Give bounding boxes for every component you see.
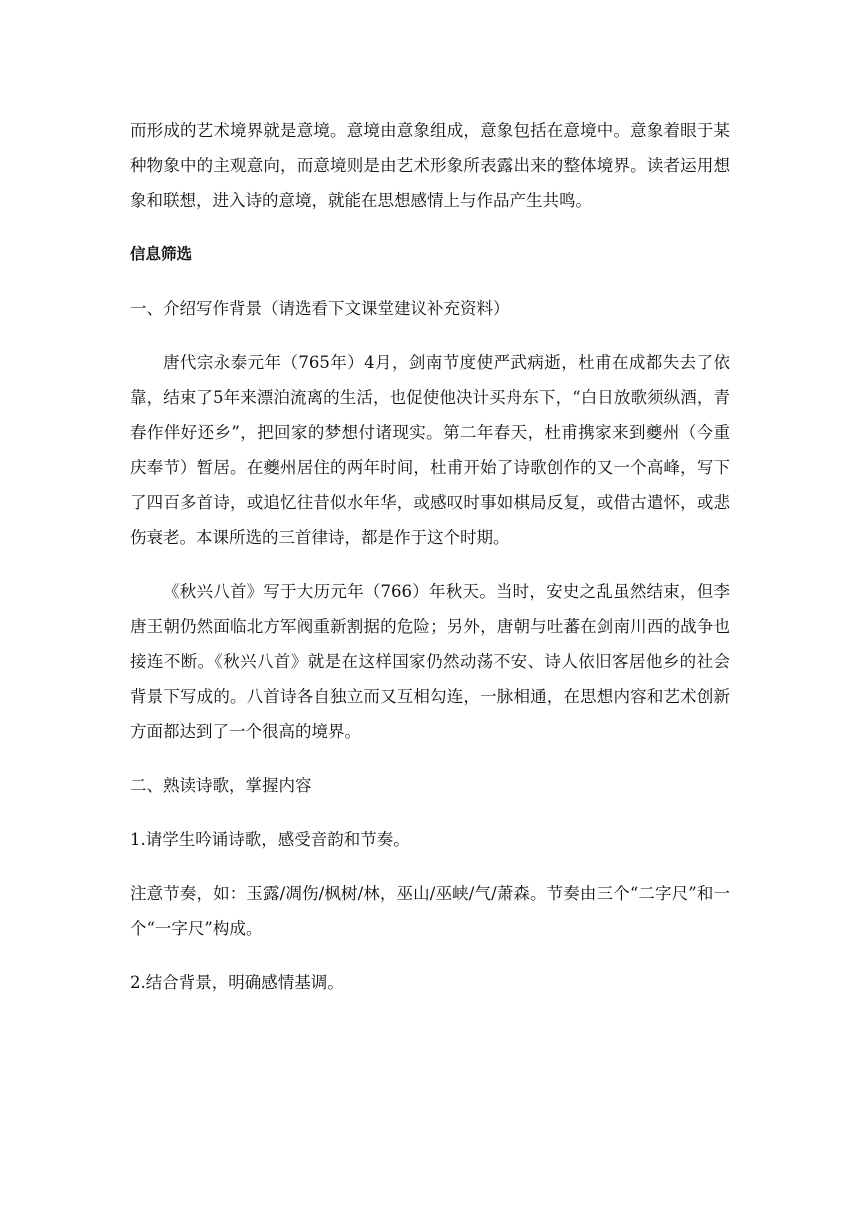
document-body: [130, 113, 730, 1000]
note-rhythm: 注意节奏，如：玉露/凋伤/枫树/林，巫山/巫峡/气/萧森。节奏由三个“二字尺”和一个“一字尺”构成。: [130, 884, 730, 938]
paragraph-gap: [130, 218, 730, 237]
paragraph-gap: [130, 749, 730, 768]
step-recite-poem: 1.请学生吟诵诗歌，感受音韵和节奏。: [130, 830, 410, 849]
paragraph-gap: [130, 555, 730, 574]
step-emotional-tone: 2.结合背景，明确感情基调。: [130, 973, 344, 992]
paragraph-gap: [130, 803, 730, 822]
subsection-heading-reading: 二、熟读诗歌，掌握内容: [130, 776, 312, 795]
paragraph-qiuxing-background: 《秋兴八首》写于大历元年（766）年秋天。当时，安史之乱虽然结束，但李唐王朝仍然面临北方军阀重新割据的危险；另外，唐朝与吐蕃在剑南川西的战争也接连不断。《秋兴八首》就是在这样国家仍然动荡不安、诗人依旧客居他乡的社会背景下写成的。八首诗各自独立而又互相勾连，一脉相通，在思想内容和艺术创新方面都达到了一个很高的境界。: [130, 582, 730, 741]
paragraph-gap: [130, 946, 730, 965]
paragraph-gap: [130, 326, 730, 345]
paragraph-yijing-definition: 而形成的艺术境界就是意境。意境由意象组成，意象包括在意境中。意象着眼于某种物象中的主观意向，而意境则是由艺术形象所表露出来的整体境界。读者运用想象和联想，进入诗的意境，就能在思想感情上与作品产生共鸣。: [130, 121, 730, 210]
paragraph-gap: [130, 857, 730, 876]
section-heading-info-screening: 信息筛选: [130, 245, 193, 263]
subsection-heading-background: 一、介绍写作背景（请选看下文课堂建议补充资料）: [130, 299, 510, 318]
paragraph-dufu-biography: 唐代宗永泰元年（765年）4月，剑南节度使严武病逝，杜甫在成都失去了依靠，结束了5年来漂泊流离的生活，也促使他决计买舟东下，“白日放歌须纵酒，青春作伴好还乡”，把回家的梦想付诸现实。第二年春天，杜甫携家来到夔州（今重庆奉节）暂居。在夔州居住的两年时间，杜甫开始了诗歌创作的又一个高峰，写下了四百多首诗，或追忆往昔似水年华，或感叹时事如棋局反复，或借古遣怀，或悲伤衰老。本课所选的三首律诗，都是作于这个时期。: [130, 353, 730, 547]
paragraph-gap: [130, 272, 730, 291]
